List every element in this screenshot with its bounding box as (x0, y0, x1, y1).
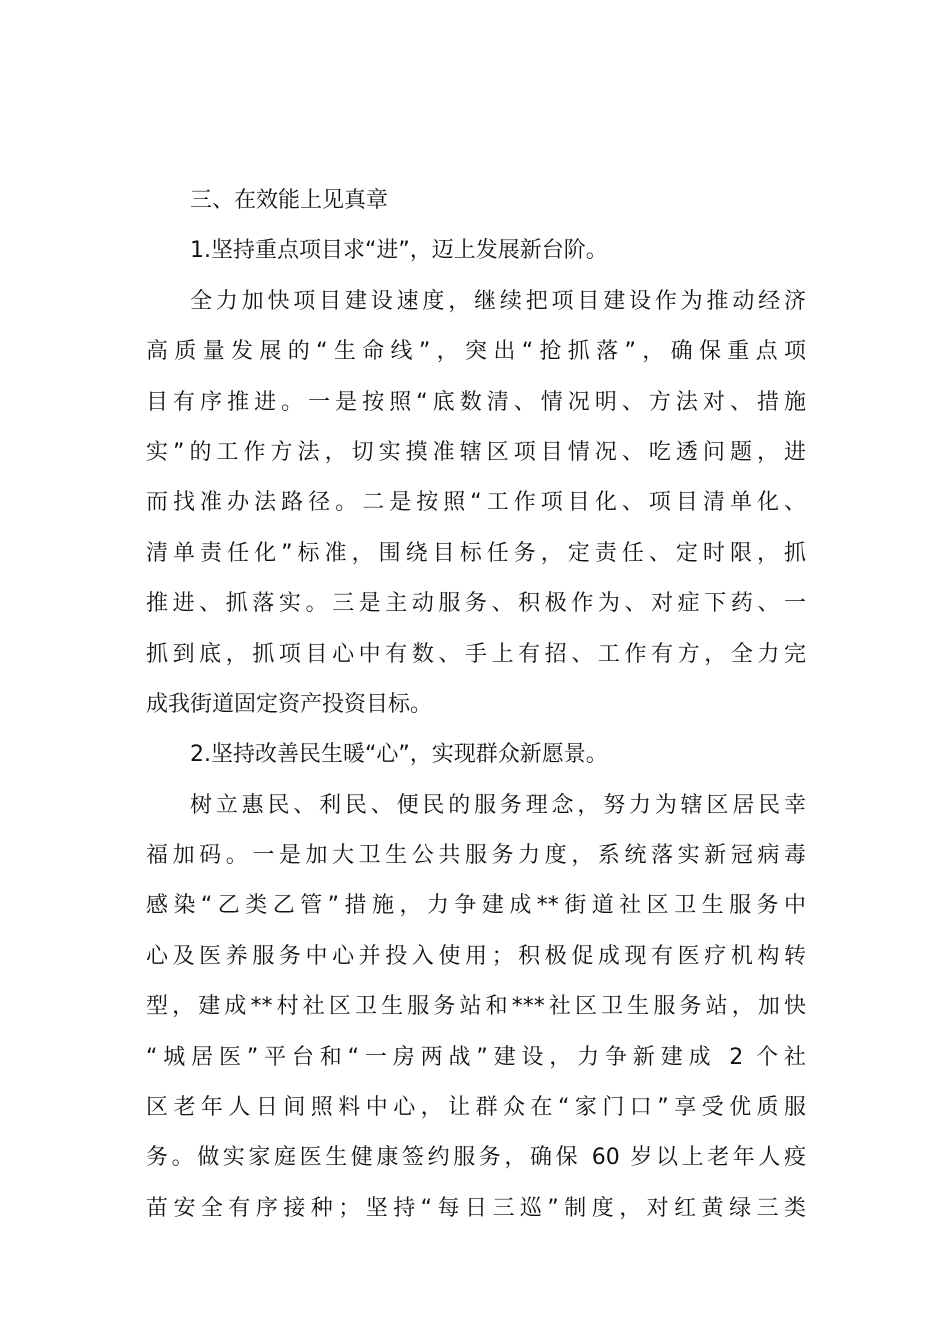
subsection-1-paragraph (146, 277, 806, 731)
paragraph-line: 感染“乙类乙管”措施，力争建成**街道社区卫生服务中 (146, 893, 806, 919)
paragraph-line: 清单责任化”标准，围绕目标任务，定责任、定时限，抓 (146, 540, 806, 566)
paragraph-line: 而找准办法路径。二是按照“工作项目化、项目清单化、 (146, 490, 806, 516)
paragraph-line: 目有序推进。一是按照“底数清、情况明、方法对、措施 (146, 389, 806, 415)
subsection-2-heading: 2.坚持改善民生暖“心”，实现群众新愿景。 (190, 742, 608, 768)
paragraph-line: 成我街道固定资产投资目标。 (146, 691, 433, 717)
paragraph-line: 推进、抓落实。三是主动服务、积极作为、对症下药、一 (146, 591, 806, 617)
paragraph-line: 抓到底，抓项目心中有数、手上有招、工作有方，全力完 (146, 641, 806, 667)
document-body (146, 176, 806, 1234)
paragraph-line: 型，建成**村社区卫生服务站和***社区卫生服务站，加快 (146, 994, 806, 1020)
subsection-1-heading: 1.坚持重点项目求“进”，迈上发展新台阶。 (190, 238, 608, 264)
paragraph-line: 全力加快项目建设速度，继续把项目建设作为推动经济 (190, 288, 806, 314)
paragraph-line: 区老年人日间照料中心，让群众在“家门口”享受优质服 (146, 1095, 806, 1121)
paragraph-line: 高质量发展的“生命线”，突出“抢抓落”，确保重点项 (146, 339, 806, 365)
subsection-2-paragraph (146, 781, 806, 1235)
paragraph-line: “城居医”平台和“一房两战”建设，力争新建成 2 个社 (146, 1044, 806, 1070)
paragraph-line: 务。做实家庭医生健康签约服务，确保 60 岁以上老年人疫 (146, 1145, 806, 1171)
paragraph-line: 苗安全有序接种；坚持“每日三巡”制度，对红黄绿三类 (146, 1195, 806, 1221)
section-heading: 三、在效能上见真章 (190, 188, 389, 213)
paragraph-line: 树立惠民、利民、便民的服务理念，努力为辖区居民幸 (190, 792, 806, 818)
paragraph-line: 实”的工作方法，切实摸准辖区项目情况、吃透问题，进 (146, 439, 806, 465)
paragraph-line: 心及医养服务中心并投入使用；积极促成现有医疗机构转 (146, 943, 806, 969)
paragraph-line: 福加码。一是加大卫生公共服务力度，系统落实新冠病毒 (146, 843, 806, 869)
